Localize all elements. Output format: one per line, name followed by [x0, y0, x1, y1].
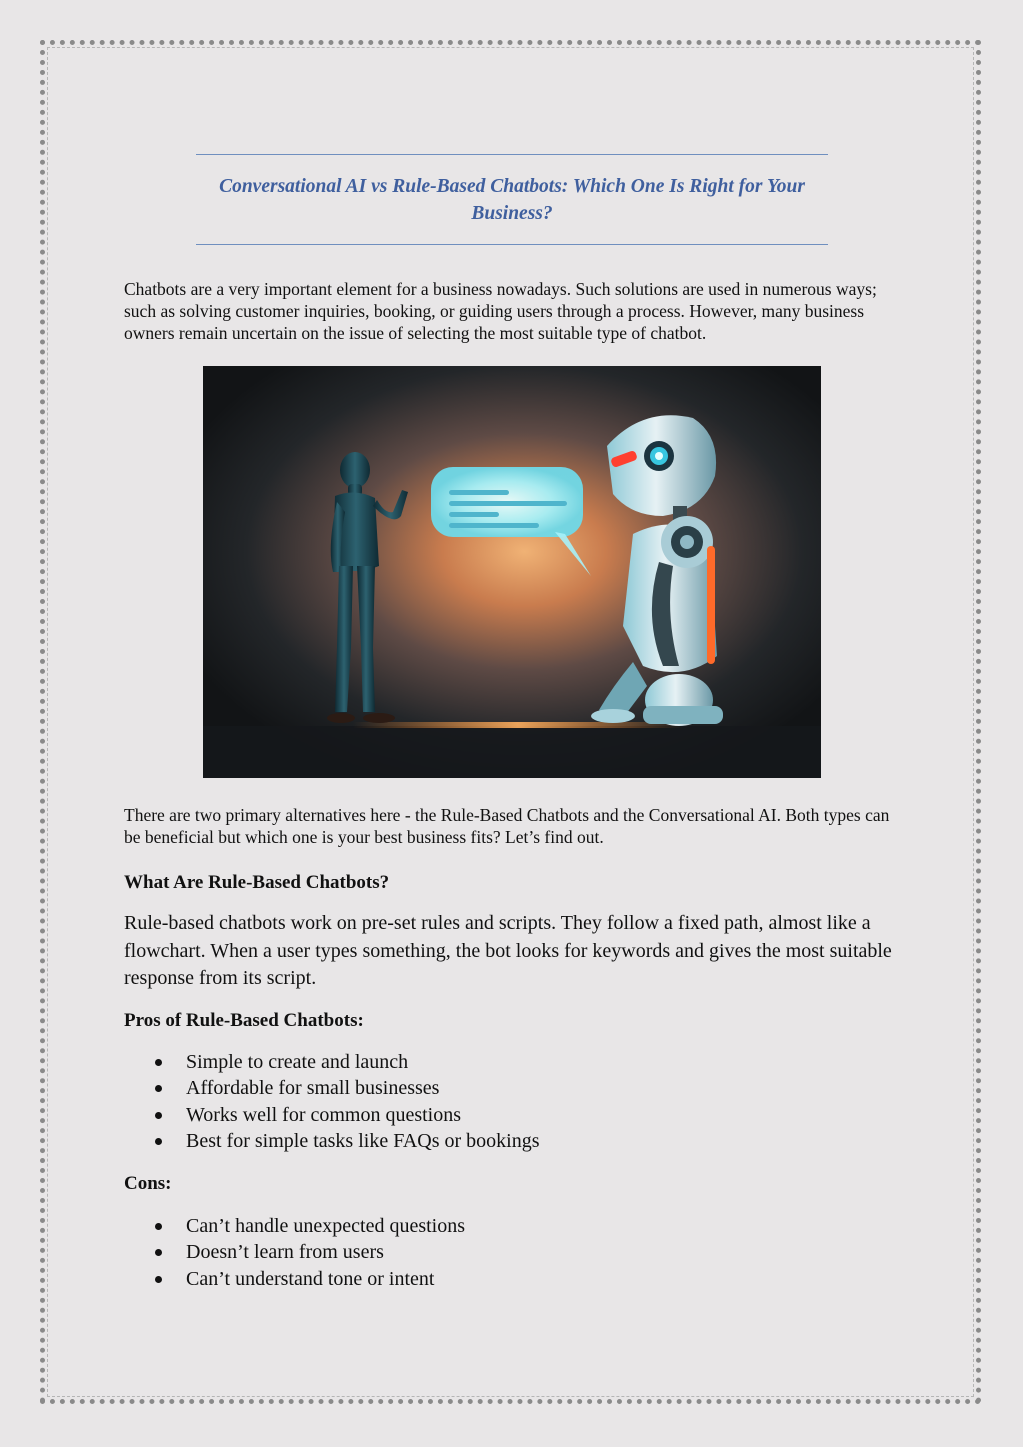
rule-based-heading: What Are Rule-Based Chatbots?: [124, 872, 390, 893]
hero-illustration: [203, 366, 821, 778]
title-block: [196, 154, 828, 245]
list-item: Affordable for small businesses: [154, 1075, 540, 1101]
rule-based-description: Rule-based chatbots work on pre-set rules and scripts. They follow a fixed path, almost like a flowchart. When a user types something, the bot looks for keywords and gives the most suitable response from its script.: [124, 912, 892, 989]
list-item: Can’t handle unexpected questions: [154, 1213, 465, 1239]
list-item: Doesn’t learn from users: [154, 1239, 465, 1265]
list-item: Best for simple tasks like FAQs or bookings: [154, 1128, 540, 1154]
alternatives-paragraph: There are two primary alternatives here - the Rule-Based Chatbots and the Conversational AI. Both types can be beneficial but which one is your best business fits? Let’s find out.: [124, 805, 890, 847]
list-item: Can’t understand tone or intent: [154, 1266, 465, 1292]
list-item: Works well for common questions: [154, 1102, 540, 1128]
cons-heading: Cons:: [124, 1173, 172, 1194]
pros-list: [154, 1049, 540, 1154]
intro-paragraph: Chatbots are a very important element for a business nowadays. Such solutions are used in numerous ways; such as solving customer inquiries, booking, or guiding users through a process. However, many business owners remain uncertain on the issue of selecting the most suitable type of chatbot.: [124, 279, 877, 343]
cons-list: [154, 1213, 465, 1292]
pros-heading: Pros of Rule-Based Chatbots:: [124, 1010, 364, 1031]
list-item: Simple to create and launch: [154, 1049, 540, 1075]
page-title: Conversational AI vs Rule-Based Chatbots: Which One Is Right for Your Business?: [219, 175, 805, 224]
